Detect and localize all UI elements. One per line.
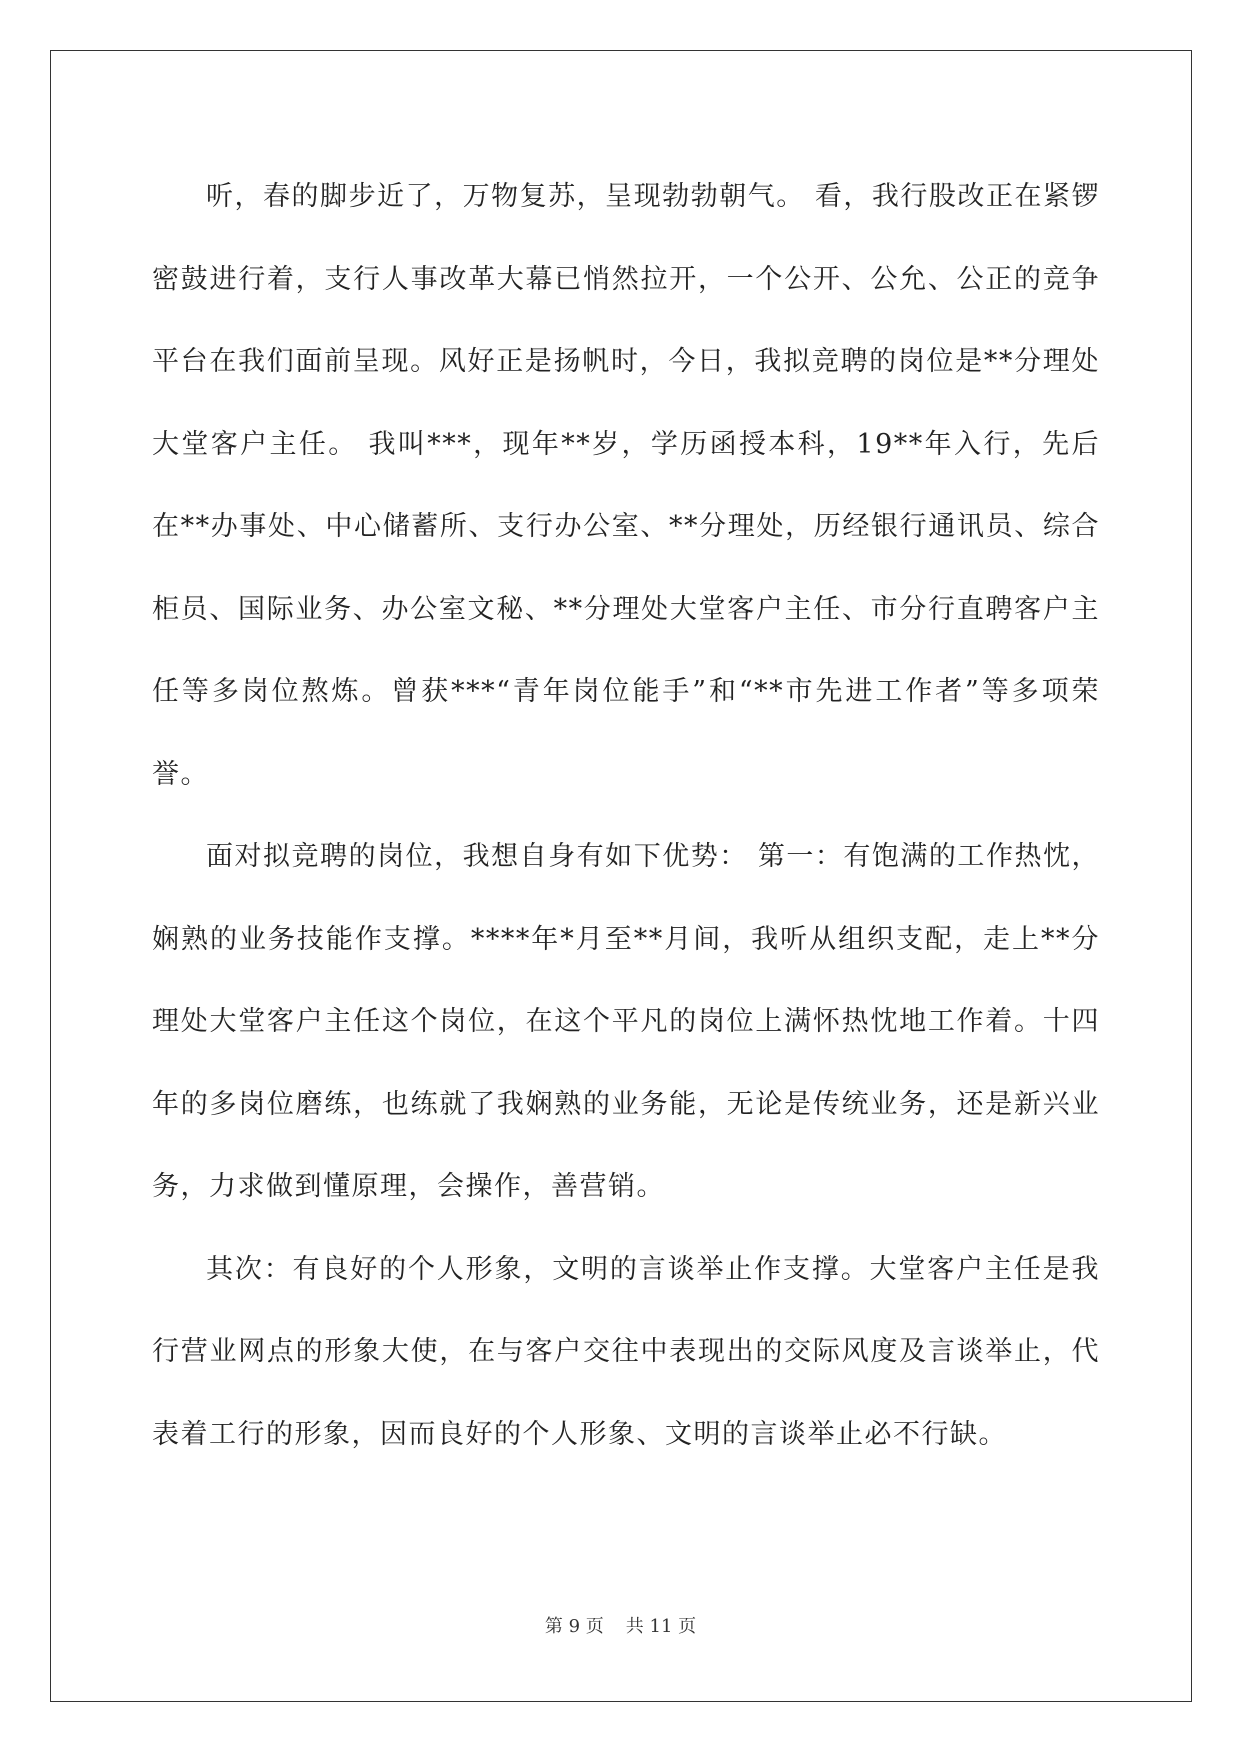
page-total: 共 11 页 [625,1616,697,1637]
document-body [152,156,1100,1476]
page-footer [0,1612,1241,1638]
paragraph-2: 面对拟竞聘的岗位，我想自身有如下优势： 第一：有饱满的工作热忱，娴熟的业务技能作支撑。****年*月至**月间，我听从组织支配，走上**分理处大堂客户主任这个岗位，在这个平凡的岗位上满怀热忱地工作着。十四年的多岗位磨练，也练就了我娴熟的业务能，无论是传统业务，还是新兴业务，力求做到懂原理，会操作，善营销。 [152,841,1100,1202]
paragraph-1: 听，春的脚步近了，万物复苏，呈现勃勃朝气。 看，我行股改正在紧锣密鼓进行着，支行人事改革大幕已悄然拉开，一个公开、公允、公正的竞争平台在我们面前呈现。风好正是扬帆时，今日，我拟竞聘的岗位是**分理处大堂客户主任。 我叫***，现年**岁，学历函授本科，19**年入行，先后在**办事处、中心储蓄所、支行办公室、**分理处，历经银行通讯员、综合柜员、国际业务、办公室文秘、**分理处大堂客户主任、市分行直聘客户主任等多岗位熬炼。曾获***“青年岗位能手”和“**市先进工作者”等多项荣誉。 [152,181,1100,790]
paragraph-3: 其次：有良好的个人形象，文明的言谈举止作支撑。大堂客户主任是我行营业网点的形象大使，在与客户交往中表现出的交际风度及言谈举止，代表着工行的形象，因而良好的个人形象、文明的言谈举止必不行缺。 [152,1253,1100,1450]
page-number: 第 9 页 [544,1616,604,1637]
